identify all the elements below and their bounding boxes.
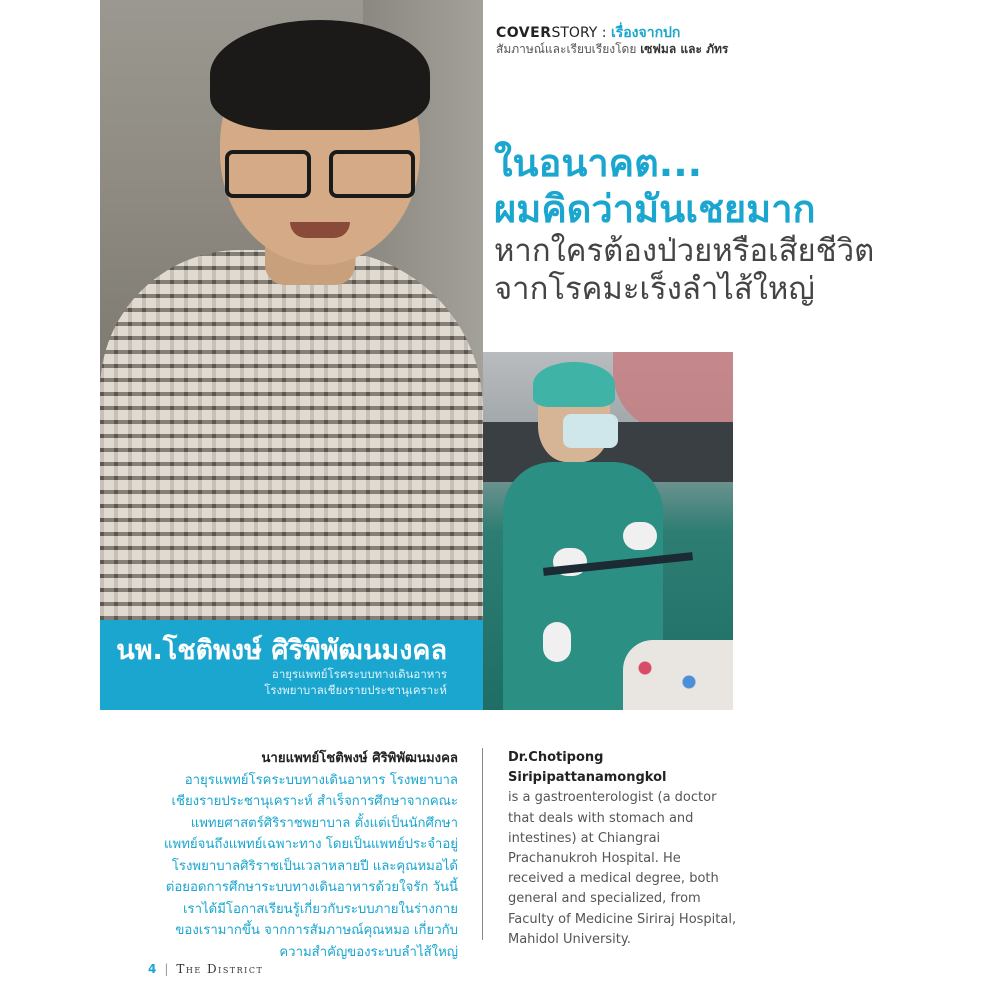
glove-right	[623, 522, 657, 550]
headline-line-2: ผมคิดว่ามันเชยมาก	[494, 187, 816, 231]
english-text: is a gastroenterologist (a doctor that deals with stomach and intestines) at Chiangrai Prachanukroh Hospital. He received a medical degree, both general and specialized, from Faculty of Medicine Siriraj Hospital, Mahidol University.	[508, 790, 737, 947]
page-footer	[148, 962, 263, 976]
surgical-mask	[563, 414, 618, 448]
name-band	[100, 620, 483, 710]
page-number: 4	[148, 962, 157, 976]
background-curtain-pink	[613, 352, 733, 432]
column-divider	[482, 748, 483, 940]
headline-line-4: จากโรคมะเร็งลำไส้ใหญ่	[494, 271, 815, 307]
thai-text: อายุรแพทย์โรคระบบทางเดินอาหาร โรงพยาบาลเชียงรายประชานุเคราะห์ สำเร็จการศึกษาจากคณะแพทยศาสตร์ศิริราชพยาบาล ตั้งแต่เป็นนักศึกษาแพทย์จนถึงแพทย์เฉพาะทาง โดยเป็นแพทย์ประจำอยู่โรงพยาบาลศิริราชเป็นเวลาหลายปี และคุณหมอได้ต่อยอดการศึกษาระบบทางเดินอาหารด้วยใจรัก วันนี้เราได้มีโอกาสเรียนรู้เกี่ยวกับระบบภายในร่างกายของเรามากขึ้น จากการสัมภาษณ์คุณหมอ เกี่ยวกับความสำคัญของระบบลำไส้ใหญ่	[164, 772, 458, 960]
hair	[210, 20, 430, 130]
plaid-shirt	[100, 250, 483, 620]
portrait-photo	[100, 0, 483, 620]
thai-lead: นายแพทย์โชติพงษ์ ศิริพิพัฒนมงคล	[261, 751, 458, 766]
headline	[494, 140, 875, 308]
byline-names: เซฟมล และ ภัทร	[640, 42, 729, 56]
mouth	[290, 222, 350, 238]
cover-bold: COVER	[496, 25, 552, 41]
byline-prefix: สัมภาษณ์และเรียบเรียงโดย	[496, 42, 641, 56]
patient-pillow	[623, 640, 733, 710]
glove-assistant	[543, 622, 571, 662]
headline-line-1: ในอนาคต...	[494, 141, 703, 185]
thai-body-column	[160, 748, 458, 963]
doctor-name: นพ.โชติพงษ์ ศิริพิพัฒนมงคล	[116, 635, 447, 666]
doctor-role	[264, 666, 447, 698]
glasses	[225, 150, 415, 194]
role-line-1: อายุรแพทย์โรคระบบทางเดินอาหาร	[271, 667, 447, 681]
byline	[496, 40, 728, 59]
english-lead: Dr.Chotipong Siripipattanamongkol	[508, 750, 667, 786]
cover-rest: STORY	[551, 25, 598, 41]
cover-thai: เรื่องจากปก	[610, 25, 681, 41]
cover-colon: :	[597, 25, 611, 41]
magazine-name: The District	[176, 962, 264, 976]
endoscopy-photo	[483, 352, 733, 710]
surgical-cap	[533, 362, 615, 407]
role-line-2: โรงพยาบาลเชียงรายประชานุเคราะห์	[264, 683, 447, 697]
footer-separator: |	[164, 962, 169, 976]
headline-line-3: หากใครต้องป่วยหรือเสียชีวิต	[494, 233, 875, 269]
english-body-column	[508, 748, 740, 950]
